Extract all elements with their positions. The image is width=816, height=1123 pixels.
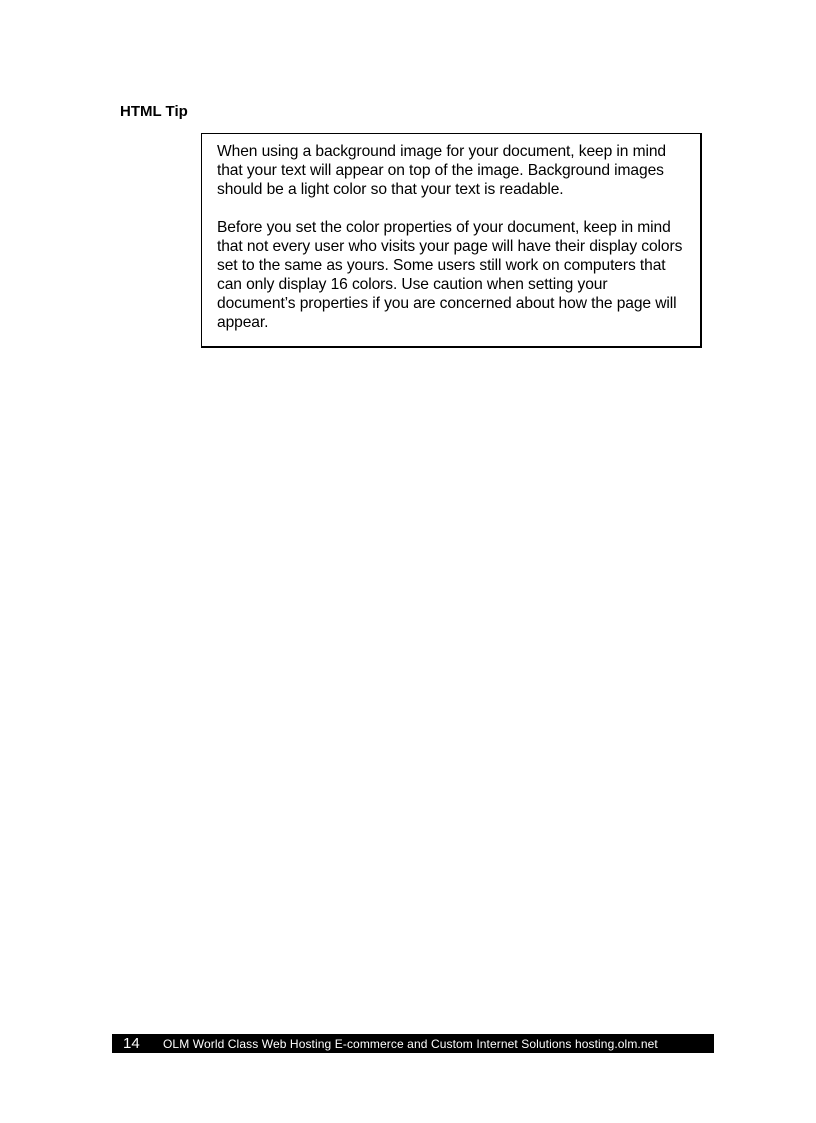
footer-text: OLM World Class Web Hosting E-commerce and Custom Internet Solutions hosting.olm.net: [163, 1036, 658, 1051]
tip-paragraph: Before you set the color properties of your document, keep in mind that not every user who visits your page will have their display colors set to the same as yours. Some users still work on computers that can only display 16 colors. Use caution when setting your document’s properties if you are concerned about how the page will appear.: [217, 219, 683, 331]
page-footer: [112, 1034, 714, 1053]
page-number: 14: [123, 1035, 140, 1052]
tip-box: [201, 133, 702, 348]
section-heading: HTML Tip: [120, 103, 188, 120]
tip-paragraph: When using a background image for your document, keep in mind that your text will appear on top of the image. Background images should be a light color so that your text is readable.: [217, 143, 666, 198]
